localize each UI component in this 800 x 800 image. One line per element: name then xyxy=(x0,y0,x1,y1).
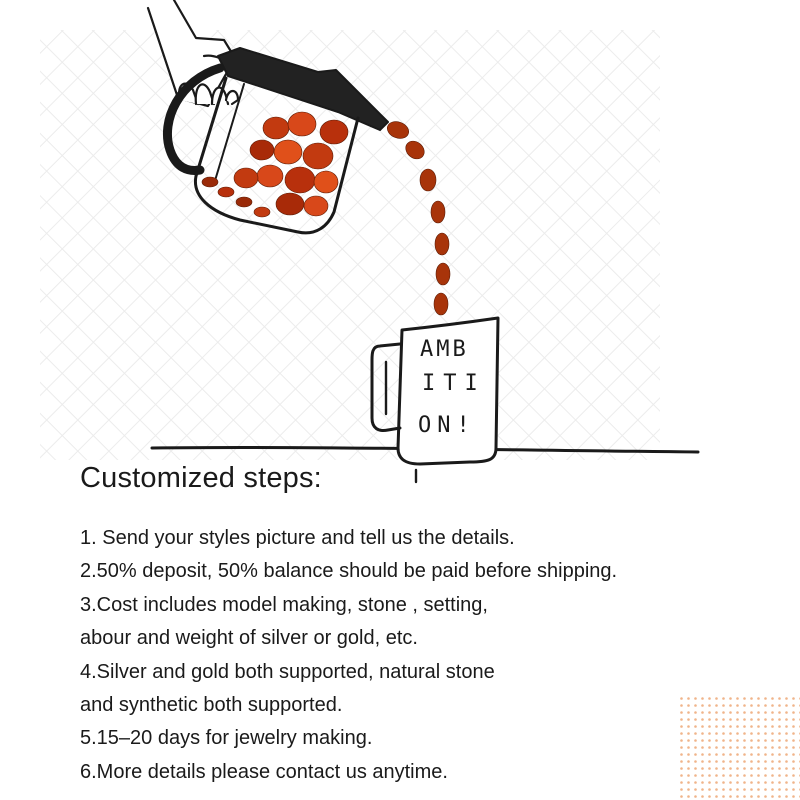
mug-text-line-1: AMB xyxy=(420,337,469,362)
step-line: abour and weight of silver or gold, etc. xyxy=(80,627,418,650)
steps-heading: Customized steps: xyxy=(80,462,322,494)
falling-gem-stream xyxy=(385,119,450,315)
step-line: 1. Send your styles picture and tell us the details. xyxy=(80,527,515,549)
steps-list xyxy=(80,522,780,789)
step-line: 2.50% deposit, 50% balance should be paid before shipping. xyxy=(80,560,618,583)
step-line: 6.More details please contact us anytime. xyxy=(80,760,448,783)
gems-in-pitcher xyxy=(202,112,348,217)
dot-pattern-corner xyxy=(678,695,800,800)
step-line: and synthetic both supported. xyxy=(80,694,343,717)
mug-text-line-3: ON! xyxy=(418,413,476,438)
step-line: 4.Silver and gold both supported, natural stone xyxy=(80,660,495,683)
mug-text-line-2: ITI xyxy=(422,371,486,396)
step-line: 3.Cost includes model making, stone , setting, xyxy=(80,593,488,616)
step-line: 5.15–20 days for jewelry making. xyxy=(80,727,373,750)
